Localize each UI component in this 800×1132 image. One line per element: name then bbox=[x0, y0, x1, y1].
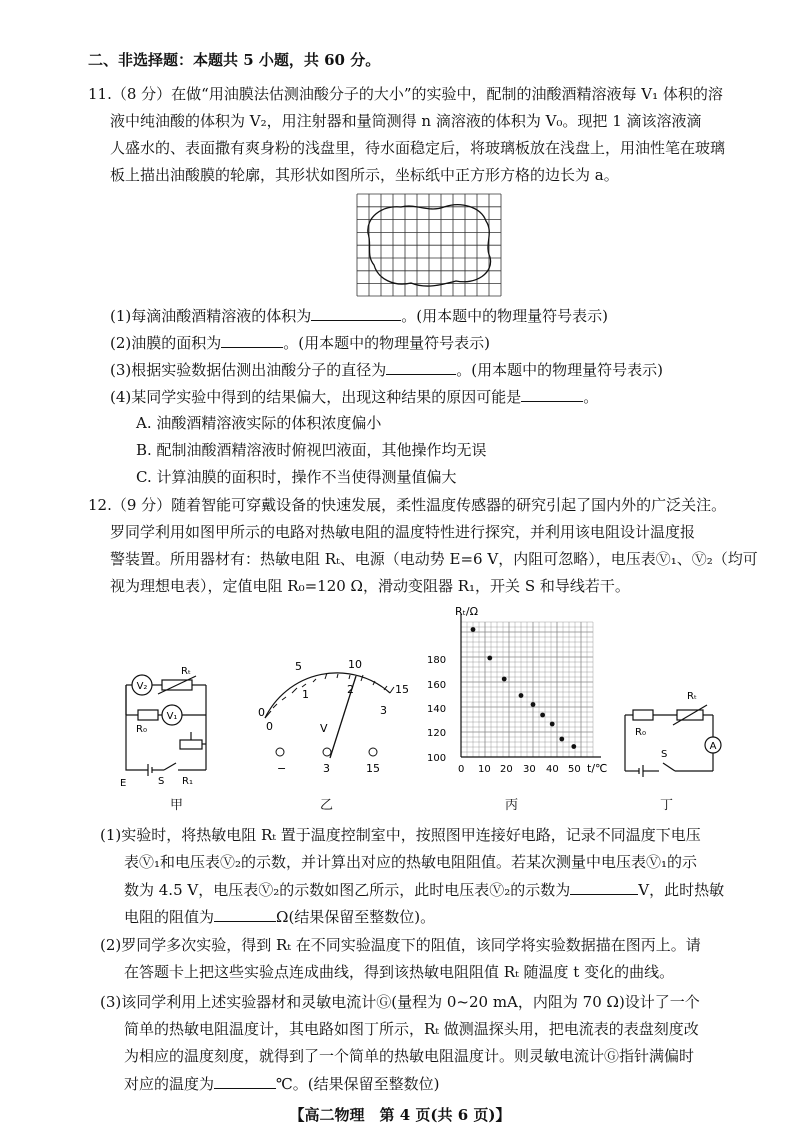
y-tick-140: 140 bbox=[427, 704, 447, 715]
x-tick-0: 0 bbox=[458, 764, 465, 775]
oil-film-grid-figure bbox=[356, 193, 502, 297]
svg-text:E: E bbox=[120, 778, 127, 789]
rheostat-r1-symbol bbox=[180, 740, 202, 749]
svg-text:3: 3 bbox=[380, 704, 387, 717]
svg-text:15: 15 bbox=[395, 683, 409, 696]
terminal-3 bbox=[323, 748, 331, 756]
q12-part-2-line-2: 在答题卡上把这些实验点连成曲线，得到该热敏电阻阻值 Rₜ 随温度 t 变化的曲线。 bbox=[124, 963, 675, 981]
data-point bbox=[550, 722, 555, 727]
data-point bbox=[519, 693, 524, 698]
svg-text:R₀: R₀ bbox=[136, 724, 147, 735]
figure-bing-chart bbox=[425, 602, 615, 782]
q12-part-2-line-1: (2)罗同学多次实验，得到 Rₜ 在不同实验温度下的阻值，该同学将实验数据描在图丙上。请 bbox=[100, 936, 701, 954]
x-tick-10: 10 bbox=[478, 764, 491, 775]
data-point bbox=[471, 627, 476, 632]
data-point bbox=[540, 713, 545, 718]
answer-blank-2[interactable] bbox=[221, 332, 283, 348]
svg-text:1: 1 bbox=[302, 688, 309, 701]
q12-part-3-line-2: 简单的热敏电阻温度计，其电路如图丁所示，Rₜ 做测温探头用，把电流表的表盘刻度改 bbox=[124, 1020, 699, 1038]
q12-part-3-line-3: 为相应的温度刻度，就得到了一个简单的热敏电阻温度计。则灵敏电流计Ⓖ指针满偏时 bbox=[124, 1047, 695, 1065]
x-tick-30: 30 bbox=[523, 764, 536, 775]
q12-part-3-line-4: 对应的温度为 ℃。(结果保留至整数位) bbox=[124, 1075, 440, 1093]
answer-blank-1[interactable] bbox=[311, 305, 401, 321]
chart-xlabel: t/℃ bbox=[587, 762, 608, 775]
figure-ding-caption: 丁 bbox=[660, 798, 674, 813]
svg-text:0: 0 bbox=[266, 720, 273, 733]
q11-part-1: (1)每滴油酸酒精溶液的体积为 。(用本题中的物理量符号表示) bbox=[110, 307, 608, 325]
q12-line-3: 警装置。所用器材有：热敏电阻 Rₜ、电源（电动势 E=6 V，内阻可忽略），电压表Ⓥ₁、Ⓥ₂（均可 bbox=[110, 550, 758, 568]
svg-text:Rₜ: Rₜ bbox=[687, 691, 697, 702]
data-point bbox=[487, 656, 492, 661]
q11-line-1: 11.（8 分）在做“用油膜法估测油酸分子的大小”的实验中，配制的油酸酒精溶液每 V₁ 体积的溶 bbox=[88, 85, 723, 103]
q12-part-1-line-1: (1)实验时，将热敏电阻 Rₜ 置于温度控制室中，按照图甲连接好电路，记录不同温度下电压 bbox=[100, 826, 701, 844]
answer-blank-3[interactable] bbox=[386, 359, 456, 375]
x-tick-20: 20 bbox=[500, 764, 513, 775]
dial-arc bbox=[265, 673, 390, 718]
svg-text:2: 2 bbox=[347, 683, 354, 696]
x-tick-50: 50 bbox=[568, 764, 581, 775]
y-tick-100: 100 bbox=[427, 753, 447, 764]
q12-part-1-line-2: 表Ⓥ₁和电压表Ⓥ₂的示数，并计算出对应的热敏电阻阻值。若某次测量中电压表Ⓥ₁的示 bbox=[124, 853, 698, 871]
q12-line-4: 视为理想电表），定值电阻 R₀=120 Ω，滑动变阻器 R₁，开关 S 和导线若干。 bbox=[110, 577, 630, 595]
svg-text:10: 10 bbox=[348, 658, 362, 671]
q11-line-4: 板上描出油酸膜的轮廓，其形状如图所示，坐标纸中正方形方格的边长为 a。 bbox=[110, 166, 619, 184]
y-tick-120: 120 bbox=[427, 728, 447, 739]
q11-line-2: 液中纯油酸的体积为 V₂，用注射器和量筒测得 n 滴溶液的体积为 V₀。现把 1 滴该溶液滴 bbox=[110, 112, 702, 130]
x-tick-40: 40 bbox=[546, 764, 559, 775]
svg-text:15: 15 bbox=[366, 762, 380, 775]
svg-text:A: A bbox=[709, 741, 717, 752]
figure-yi-voltmeter bbox=[240, 648, 420, 778]
answer-blank-voltage[interactable] bbox=[570, 879, 638, 895]
svg-text:0: 0 bbox=[258, 706, 265, 719]
answer-blank-4[interactable] bbox=[521, 386, 583, 402]
answer-blank-resistance[interactable] bbox=[214, 906, 276, 922]
q11-option-a: A. 油酸酒精溶液实际的体积浓度偏小 bbox=[136, 414, 382, 432]
terminal-15 bbox=[369, 748, 377, 756]
q12-line-2: 罗同学利用如图甲所示的电路对热敏电阻的温度特性进行探究，并利用该电阻设计温度报 bbox=[110, 523, 696, 541]
q12-line-1: 12.（9 分）随着智能可穿戴设备的快速发展，柔性温度传感器的研究引起了国内外的广泛关注。 bbox=[88, 496, 727, 514]
data-point bbox=[559, 737, 564, 742]
page-footer: 【高二物理 第 4 页(共 6 页)】 bbox=[289, 1106, 511, 1124]
svg-text:Rₜ: Rₜ bbox=[181, 666, 191, 677]
data-point bbox=[502, 677, 507, 682]
q12-part-1-line-4: 电阻的阻值为 Ω(结果保留至整数位)。 bbox=[124, 908, 436, 926]
svg-text:3: 3 bbox=[323, 762, 330, 775]
figure-jia-caption: 甲 bbox=[170, 798, 184, 813]
q11-option-b: B. 配制油酸酒精溶液时俯视凹液面，其他操作均无误 bbox=[136, 441, 487, 459]
figure-ding-circuit bbox=[615, 685, 725, 785]
q11-line-3: 人盛水的、表面撒有爽身粉的浅盘里，待水面稳定后，将玻璃板放在浅盘上，用油性笔在玻璃 bbox=[110, 139, 726, 157]
svg-text:S: S bbox=[158, 776, 165, 787]
svg-text:S: S bbox=[661, 749, 668, 760]
chart-grid bbox=[461, 614, 601, 757]
terminal-negative bbox=[276, 748, 284, 756]
data-point bbox=[571, 744, 576, 749]
dial-ticks bbox=[265, 673, 394, 718]
resistor-r0-symbol bbox=[138, 710, 158, 720]
q12-part-1-line-3: 数为 4.5 V，电压表Ⓥ₂的示数如图乙所示，此时电压表Ⓥ₂的示数为 V，此时热敏 bbox=[124, 881, 725, 899]
svg-text:5: 5 bbox=[295, 660, 302, 673]
figure-bing-caption: 丙 bbox=[505, 798, 519, 813]
q11-part-4: (4)某同学实验中得到的结果偏大，出现这种结果的原因可能是 。 bbox=[110, 388, 599, 406]
q11-part-3: (3)根据实验数据估测出油酸分子的直径为 。(用本题中的物理量符号表示) bbox=[110, 361, 663, 379]
svg-text:R₁: R₁ bbox=[182, 776, 193, 787]
data-point bbox=[531, 702, 536, 707]
q12-part-3-line-1: (3)该同学利用上述实验器材和灵敏电流计Ⓖ(量程为 0~20 mA，内阻为 70 Ω)设计了一个 bbox=[100, 993, 700, 1011]
answer-blank-temperature[interactable] bbox=[214, 1073, 276, 1089]
figure-jia-circuit bbox=[118, 660, 218, 790]
svg-text:R₀: R₀ bbox=[635, 727, 646, 738]
q11-part-2: (2)油膜的面积为 。(用本题中的物理量符号表示) bbox=[110, 334, 490, 352]
svg-text:V₁: V₁ bbox=[166, 711, 178, 722]
figure-yi-caption: 乙 bbox=[320, 798, 334, 813]
svg-text:V₂: V₂ bbox=[136, 681, 148, 692]
chart-ylabel: Rₜ/Ω bbox=[455, 605, 478, 618]
svg-text:−: − bbox=[277, 762, 287, 775]
q11-option-c: C. 计算油膜的面积时，操作不当使得测量值偏大 bbox=[136, 468, 457, 486]
y-tick-160: 160 bbox=[427, 680, 447, 691]
section-title: 二、非选择题：本题共 5 小题，共 60 分。 bbox=[88, 51, 381, 69]
svg-text:V: V bbox=[320, 722, 328, 735]
y-tick-180: 180 bbox=[427, 655, 447, 666]
resistor-r0-symbol bbox=[633, 710, 653, 720]
chart-points bbox=[471, 627, 577, 749]
